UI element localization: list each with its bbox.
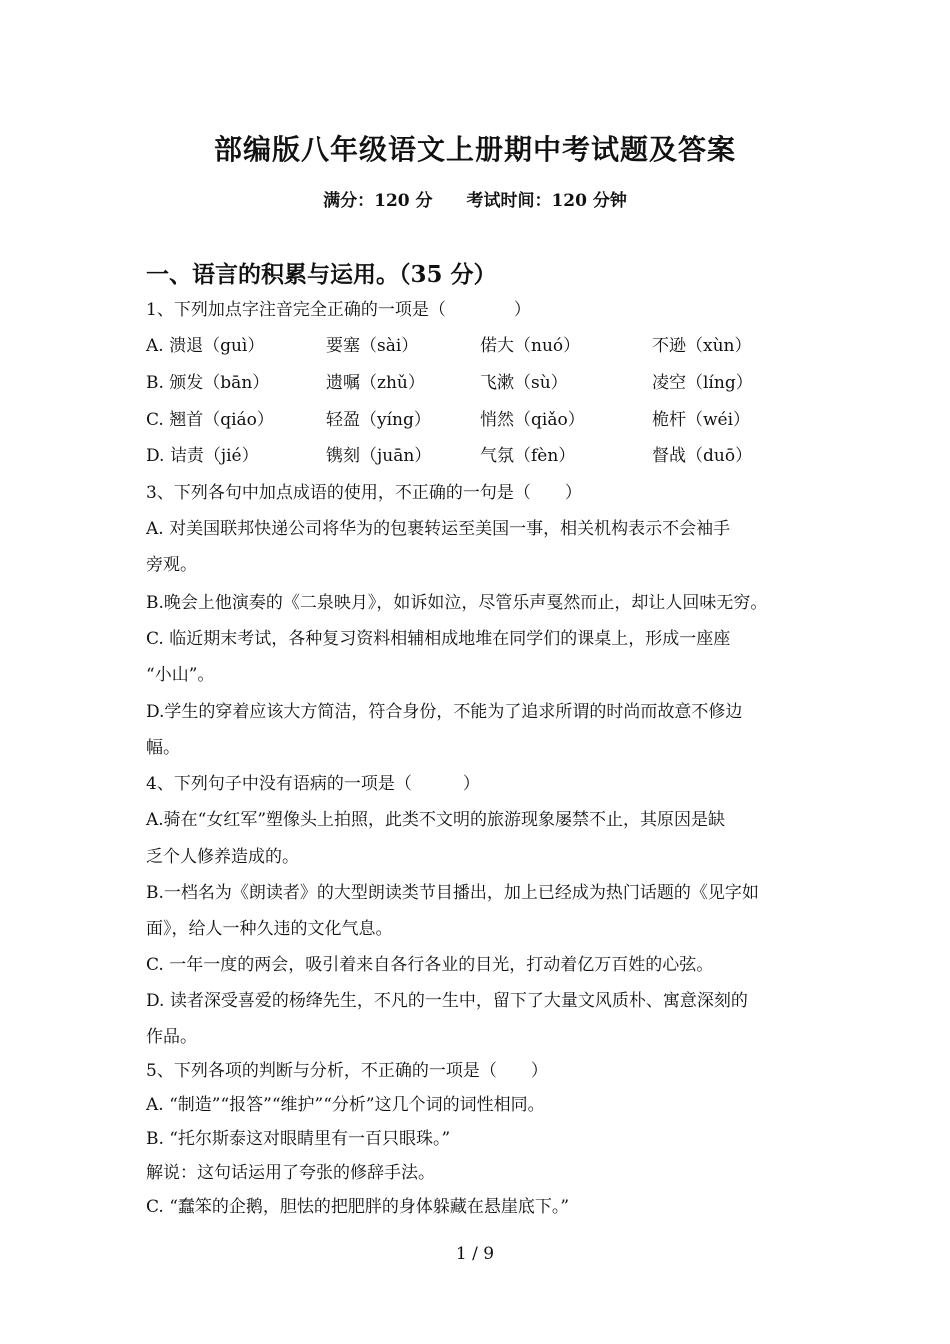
q5-option-b: B. “托尔斯泰这对眼睛里有一百只眼珠。” — [146, 1129, 451, 1149]
q1-option: C. 翘首（qiáo） — [146, 410, 274, 430]
section-heading: 一、语言的积累与运用。（35 分） — [146, 261, 497, 288]
q3-option-d: D.学生的穿着应该大方简洁，符合身份，不能为了追求所谓的时尚而故意不修边 — [146, 702, 743, 722]
q1-option: D. 诘责（jié） — [146, 446, 259, 466]
q4-option-d-cont: 作品。 — [146, 1027, 197, 1047]
q1-option: 桅杆（wéi） — [652, 410, 751, 430]
q1-option: 轻盈（yíng） — [326, 410, 431, 430]
q4-option-b-cont: 面》，给人一种久违的文化气息。 — [146, 919, 393, 939]
q1-option: 偌大（nuó） — [480, 336, 581, 356]
exam-info — [0, 186, 950, 211]
question-4-stem: 4、下列句子中没有语病的一项是（ ） — [146, 774, 480, 794]
q3-option-b: B.晚会上他演奏的《二泉映月》，如诉如泣，尽管乐声戛然而止，却让人回味无穷。 — [146, 593, 768, 613]
q1-option: 飞漱（sù） — [480, 373, 568, 393]
q5-option-b-note: 解说：这句话运用了夸张的修辞手法。 — [146, 1163, 435, 1183]
question-3-stem: 3、下列各句中加点成语的使用，不正确的一句是（ ） — [146, 483, 582, 503]
q4-option-a: A.骑在“女红军”塑像头上拍照，此类不文明的旅游现象屡禁不止，其原因是缺 — [146, 810, 726, 830]
q1-option: 悄然（qiǎo） — [480, 410, 585, 430]
q5-option-c: C. “蠢笨的企鹅，胆怯的把肥胖的身体躲藏在悬崖底下。” — [146, 1197, 570, 1217]
page-title: 部编版八年级语文上册期中考试题及答案 — [213, 133, 736, 166]
q4-option-d: D. 读者深受喜爱的杨绛先生，不凡的一生中，留下了大量文风质朴、寓意深刻的 — [146, 991, 748, 1011]
q3-option-a: A. 对美国联邦快递公司将华为的包裹转运至美国一事，相关机构表示不会袖手 — [146, 519, 731, 539]
q1-option: 不逊（xùn） — [652, 336, 752, 356]
q1-option: 镌刻（juān） — [326, 446, 432, 466]
q1-option: 凌空（líng） — [652, 373, 753, 393]
q3-option-c: C. 临近期末考试，各种复习资料相辅相成地堆在同学们的课桌上，形成一座座 — [146, 629, 731, 649]
time-label: 考试时间：120 分钟 — [466, 191, 627, 211]
q1-option: B. 颁发（bān） — [146, 373, 270, 393]
q4-option-b: B.一档名为《朗读者》的大型朗读类节目播出，加上已经成为热门话题的《见字如 — [146, 883, 759, 903]
q4-option-c: C. 一年一度的两会，吸引着来自各行各业的目光，打动着亿万百姓的心弦。 — [146, 955, 714, 975]
q1-option: 督战（duō） — [652, 446, 753, 466]
q4-option-a-cont: 乏个人修养造成的。 — [146, 847, 299, 867]
q1-option: 要塞（sài） — [326, 336, 419, 356]
q5-option-a: A. “制造”“报答”“维护”“分析”这几个词的词性相同。 — [146, 1095, 545, 1115]
q3-option-d-cont: 幅。 — [146, 738, 180, 758]
score-label: 满分：120 分 — [323, 191, 433, 211]
q3-option-c-cont: “小山”。 — [146, 665, 215, 685]
q1-option: A. 溃退（guì） — [146, 336, 265, 356]
page-number: 1 / 9 — [455, 1244, 495, 1264]
q1-option: 气氛（fèn） — [480, 446, 576, 466]
question-5-stem: 5、下列各项的判断与分析，不正确的一项是（ ） — [146, 1061, 548, 1081]
q3-option-a-cont: 旁观。 — [146, 555, 197, 575]
q1-option: 遗嘱（zhǔ） — [326, 373, 425, 393]
question-1-stem: 1、下列加点字注音完全正确的一项是（ ） — [146, 300, 531, 320]
